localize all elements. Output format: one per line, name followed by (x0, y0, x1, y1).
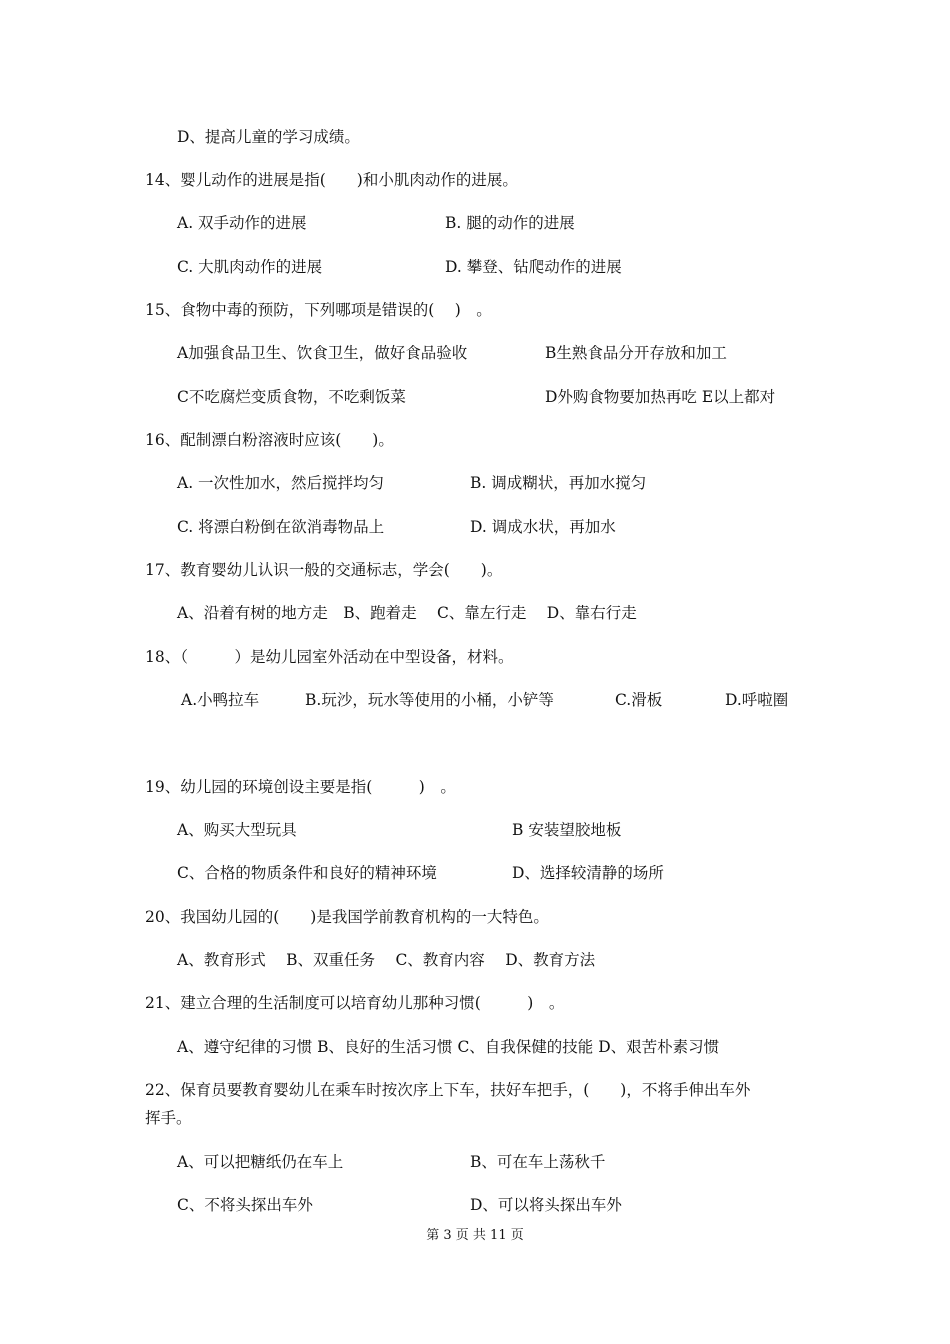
q15-option-a: A加强食品卫生、饮食卫生，做好食品验收 (177, 344, 468, 362)
q15-option-b: B生熟食品分开存放和加工 (545, 344, 727, 362)
q21-options: A、遵守纪律的习惯 B、良好的生活习惯 C、自我保健的技能 D、艰苦朴素习惯 (177, 1038, 720, 1056)
q22-stem: 22、保育员要教育婴幼儿在乘车时按次序上下车，扶好车把手，( )，不将手伸出车外 (145, 1081, 751, 1099)
q16-option-c: C. 将漂白粉倒在欲消毒物品上 (177, 518, 385, 536)
q18-stem: 18、（ ）是幼儿园室外活动在中型设备，材料。 (145, 648, 514, 666)
q14-option-a: A. 双手动作的进展 (177, 214, 307, 232)
q14-option-d: D. 攀登、钻爬动作的进展 (445, 258, 622, 276)
q22-option-b: B、可在车上荡秋千 (470, 1153, 606, 1171)
q21-stem: 21、建立合理的生活制度可以培育幼儿那种习惯( ) 。 (145, 994, 565, 1012)
q14-stem: 14、婴儿动作的进展是指( )和小肌肉动作的进展。 (145, 171, 518, 189)
q19-option-d: D、选择较清静的场所 (512, 864, 664, 882)
q13-option-d: D、提高儿童的学习成绩。 (177, 128, 360, 146)
q16-option-d: D. 调成水状，再加水 (470, 518, 616, 536)
q16-stem: 16、配制漂白粉溶液时应该( )。 (145, 431, 394, 449)
q20-options: A、教育形式 B、双重任务 C、教育内容 D、教育方法 (177, 951, 596, 969)
q15-option-de: D外购食物要加热再吃 E以上都对 (545, 388, 776, 406)
q15-option-c: C不吃腐烂变质食物，不吃剩饭菜 (177, 388, 406, 406)
q19-option-b: B 安装望胶地板 (512, 821, 622, 839)
q18-option-d: D.呼啦圈 (725, 691, 789, 709)
q17-options: A、沿着有树的地方走 B、跑着走 C、靠左行走 D、靠右行走 (177, 604, 637, 622)
q22-stem-continuation: 挥手。 (145, 1109, 192, 1127)
q17-stem: 17、教育婴幼儿认识一般的交通标志，学会( )。 (145, 561, 503, 579)
q20-stem: 20、我国幼儿园的( )是我国学前教育机构的一大特色。 (145, 908, 549, 926)
q19-option-a: A、购买大型玩具 (177, 821, 297, 839)
q15-stem: 15、食物中毒的预防，下列哪项是错误的( ) 。 (145, 301, 492, 319)
q22-option-d: D、可以将头探出车外 (470, 1196, 622, 1214)
q18-option-c: C.滑板 (615, 691, 663, 709)
q18-option-a: A.小鸭拉车 (181, 691, 260, 709)
q16-option-a: A. 一次性加水，然后搅拌均匀 (177, 474, 385, 492)
q16-option-b: B. 调成糊状，再加水搅匀 (470, 474, 647, 492)
page-footer: 第 3 页 共 11 页 (426, 1228, 524, 1243)
q22-option-c: C、不将头探出车外 (177, 1196, 313, 1214)
q19-stem: 19、幼儿园的环境创设主要是指( ) 。 (145, 778, 456, 796)
q14-option-c: C. 大肌肉动作的进展 (177, 258, 323, 276)
q22-option-a: A、可以把糖纸仍在车上 (177, 1153, 344, 1171)
q14-option-b: B. 腿的动作的进展 (445, 214, 575, 232)
q19-option-c: C、合格的物质条件和良好的精神环境 (177, 864, 437, 882)
q18-option-b: B.玩沙，玩水等使用的小桶，小铲等 (305, 691, 554, 709)
